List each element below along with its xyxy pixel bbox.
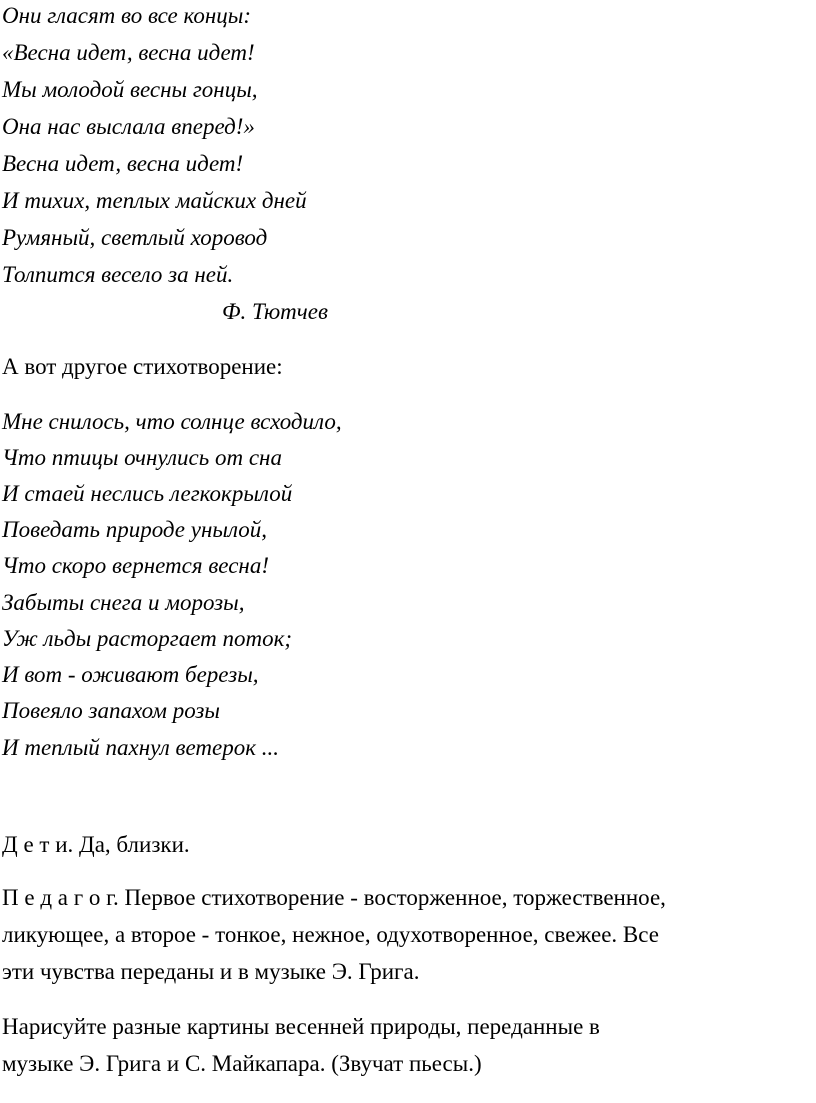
poem1-author: Ф. Тютчев bbox=[222, 299, 328, 324]
teacher-reply-line-2: ликующее, а второе - тонкое, нежное, одухотворенное, свежее. Все bbox=[2, 922, 659, 947]
teacher-text: Первое стихотворение - восторженное, торжественное, bbox=[118, 885, 666, 910]
poem2-line: Что скоро вернется весна! bbox=[2, 553, 269, 578]
poem1-line: Румяный, светлый хоровод bbox=[2, 225, 268, 250]
teacher-reply-line-3: эти чувства переданы и в музыке Э. Грига. bbox=[2, 959, 420, 984]
poem1-line: Она нас выслала вперед!» bbox=[2, 114, 255, 139]
poem1-line: Весна идет, весна идет! bbox=[2, 151, 244, 176]
task-line-1: Нарисуйте разные картины весенней природы, переданные в bbox=[2, 1014, 600, 1039]
poem2-line: Повеяло запахом розы bbox=[2, 698, 220, 723]
speaker-teacher: П е д а г о г. bbox=[2, 885, 119, 910]
task-line-2: музыке Э. Грига и С. Майкапара. (Звучат пьесы.) bbox=[2, 1051, 482, 1076]
poem2-line: Забыты снега и морозы, bbox=[2, 590, 245, 615]
poem1-line: Толпится весело за ней. bbox=[2, 262, 234, 287]
children-reply bbox=[2, 831, 190, 859]
poem1-line: Они гласят во все концы: bbox=[2, 3, 252, 28]
children-text: Да, близки. bbox=[73, 832, 190, 857]
poem2-line: Что птицы очнулись от сна bbox=[2, 445, 282, 470]
poem1-line: И тихих, теплых майских дней bbox=[2, 188, 307, 213]
poem2-line: Уж льды расторгает поток; bbox=[2, 626, 293, 651]
poem2-line: И теплый пахнул ветерок ... bbox=[2, 735, 279, 760]
poem2-line: Мне снилось, что солнце всходило, bbox=[2, 409, 342, 434]
speaker-children: Д е т и. bbox=[2, 832, 74, 857]
poem2-line: И вот - оживают березы, bbox=[2, 662, 259, 687]
teacher-reply-line-1 bbox=[2, 884, 666, 912]
poem1-line: Мы молодой весны гонцы, bbox=[2, 77, 258, 102]
poem1-line: «Весна идет, весна идет! bbox=[2, 40, 255, 65]
poem2-line: Поведать природе унылой, bbox=[2, 517, 268, 542]
intro-second-poem: А вот другое стихотворение: bbox=[2, 354, 283, 379]
poem2-line: И стаей неслись легкокрылой bbox=[2, 481, 293, 506]
